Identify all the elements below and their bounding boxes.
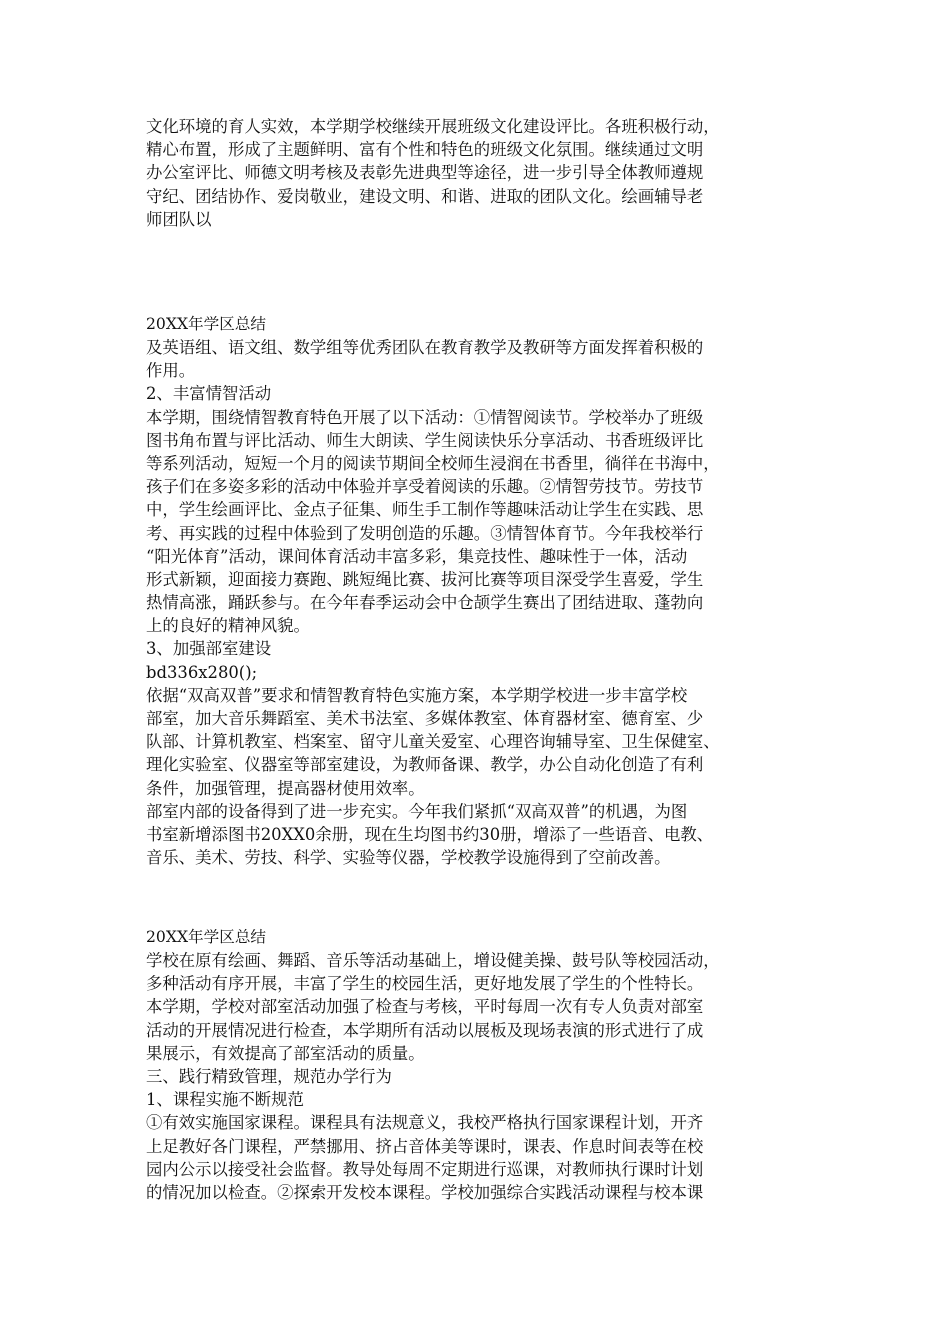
paragraph-line: 果展示，有效提高了部室活动的质量。 [146, 1043, 425, 1063]
text-block-management [146, 926, 806, 1204]
paragraph-line: “阳光体育”活动，课间体育活动丰富多彩，集竞技性、趣味性于一体，活动 [146, 546, 688, 566]
ad-placeholder-code: bd336x280(); [146, 662, 258, 682]
paragraph-line: 及英语组、语文组、数学组等优秀团队在教育教学及教研等方面发挥着积极的 [146, 338, 704, 357]
paragraph-line: 热情高涨，踊跃参与。在今年春季运动会中仓颉学生赛出了团结进取、蓬勃向 [146, 593, 704, 613]
paragraph-line: 部室内部的设备得到了进一步充实。今年我们紧抓“双高双普”的机遇，为图 [146, 801, 688, 821]
paragraph-line: 理化实验室、仪器室等部室建设，为教师备课、教学，办公自动化创造了有利 [146, 755, 704, 775]
paragraph-line: 考、再实践的过程中体验到了发明创造的乐趣。③情智体育节。今年我校举行 [146, 523, 704, 543]
paragraph-line: 精心布置，形成了主题鲜明、富有个性和特色的班级文化氛围。继续通过文明 [146, 140, 704, 160]
paragraph-line: 学校在原有绘画、舞蹈、音乐等活动基础上，增设健美操、鼓号队等校园活动， [146, 951, 720, 970]
paragraph-line: 园内公示以接受社会监督。教导处每周不定期进行巡课，对教师执行课时计划 [146, 1159, 704, 1179]
text-block-activities [146, 313, 806, 869]
paragraph-line: 书室新增添图书20XX0余册，现在生均图书约30册，增添了一些语音、电教、 [146, 824, 714, 844]
paragraph-line: 本学期，学校对部室活动加强了检查与考核，平时每周一次有专人负责对部室 [146, 997, 704, 1017]
paragraph-line: 等系列活动，短短一个月的阅读节期间全校师生浸润在书香里，徜徉在书海中， [146, 453, 720, 473]
paragraph-line: 依据“双高双普”要求和情智教育特色实施方案，本学期学校进一步丰富学校 [146, 685, 688, 705]
section-heading: 1、课程实施不断规范 [146, 1090, 304, 1110]
paragraph-line: 中，学生绘画评比、金点子征集、师生手工制作等趣味活动让学生在实践、思 [146, 500, 704, 520]
paragraph-line: 多种活动有序开展，丰富了学生的校园生活，更好地发展了学生的个性特长。 [146, 974, 704, 994]
section-heading: 2、丰富情智活动 [146, 384, 272, 404]
paragraph-line: 图书角布置与评比活动、师生大朗读、学生阅读快乐分享活动、书香班级评比 [146, 430, 704, 450]
paragraph-line: 师团队以 [146, 209, 212, 229]
text-block-culture [146, 115, 806, 231]
paragraph-line: 文化环境的育人实效，本学期学校继续开展班级文化建设评比。各班积极行动， [146, 117, 720, 136]
paragraph-line: 队部、计算机教室、档案室、留守儿童关爱室、心理咨询辅导室、卫生保健室、 [146, 732, 720, 752]
paragraph-line: 作用。 [146, 361, 196, 381]
paragraph-line: 本学期，围绕情智教育特色开展了以下活动：①情智阅读节。学校举办了班级 [146, 407, 704, 427]
section-heading: 3、加强部室建设 [146, 639, 272, 659]
paragraph-line: 条件，加强管理，提高器材使用效率。 [146, 778, 425, 798]
paragraph-line: 活动的开展情况进行检查，本学期所有活动以展板及现场表演的形式进行了成 [146, 1020, 704, 1040]
paragraph-line: 办公室评比、师德文明考核及表彰先进典型等途径，进一步引导全体教师遵规 [146, 163, 704, 183]
paragraph-line: 的情况加以检查。②探索开发校本课程。学校加强综合实践活动课程与校本课 [146, 1182, 704, 1202]
paragraph-line: 形式新颖，迎面接力赛跑、跳短绳比赛、拔河比赛等项目深受学生喜爱，学生 [146, 569, 704, 589]
paragraph-line: 上足教好各门课程，严禁挪用、挤占音体美等课时，课表、作息时间表等在校 [146, 1136, 704, 1156]
paragraph-line: 部室，加大音乐舞蹈室、美术书法室、多媒体教室、体育器材室、德育室、少 [146, 709, 704, 728]
paragraph-line: 守纪、团结协作、爱岗敬业，建设文明、和谐、进取的团队文化。绘画辅导老 [146, 186, 704, 206]
paragraph-line: 上的良好的精神风貌。 [146, 616, 310, 636]
page-header-title: 20XX年学区总结 [146, 315, 267, 333]
paragraph-line: 音乐、美术、劳技、科学、实验等仪器，学校教学设施得到了空前改善。 [146, 848, 671, 868]
paragraph-line: ①有效实施国家课程。课程具有法规意义，我校严格执行国家课程计划，开齐 [146, 1113, 704, 1133]
paragraph-line: 孩子们在多姿多彩的活动中体验并享受着阅读的乐趣。②情智劳技节。劳技节 [146, 477, 704, 497]
page-header-title: 20XX年学区总结 [146, 928, 267, 946]
section-heading: 三、践行精致管理，规范办学行为 [146, 1066, 392, 1086]
